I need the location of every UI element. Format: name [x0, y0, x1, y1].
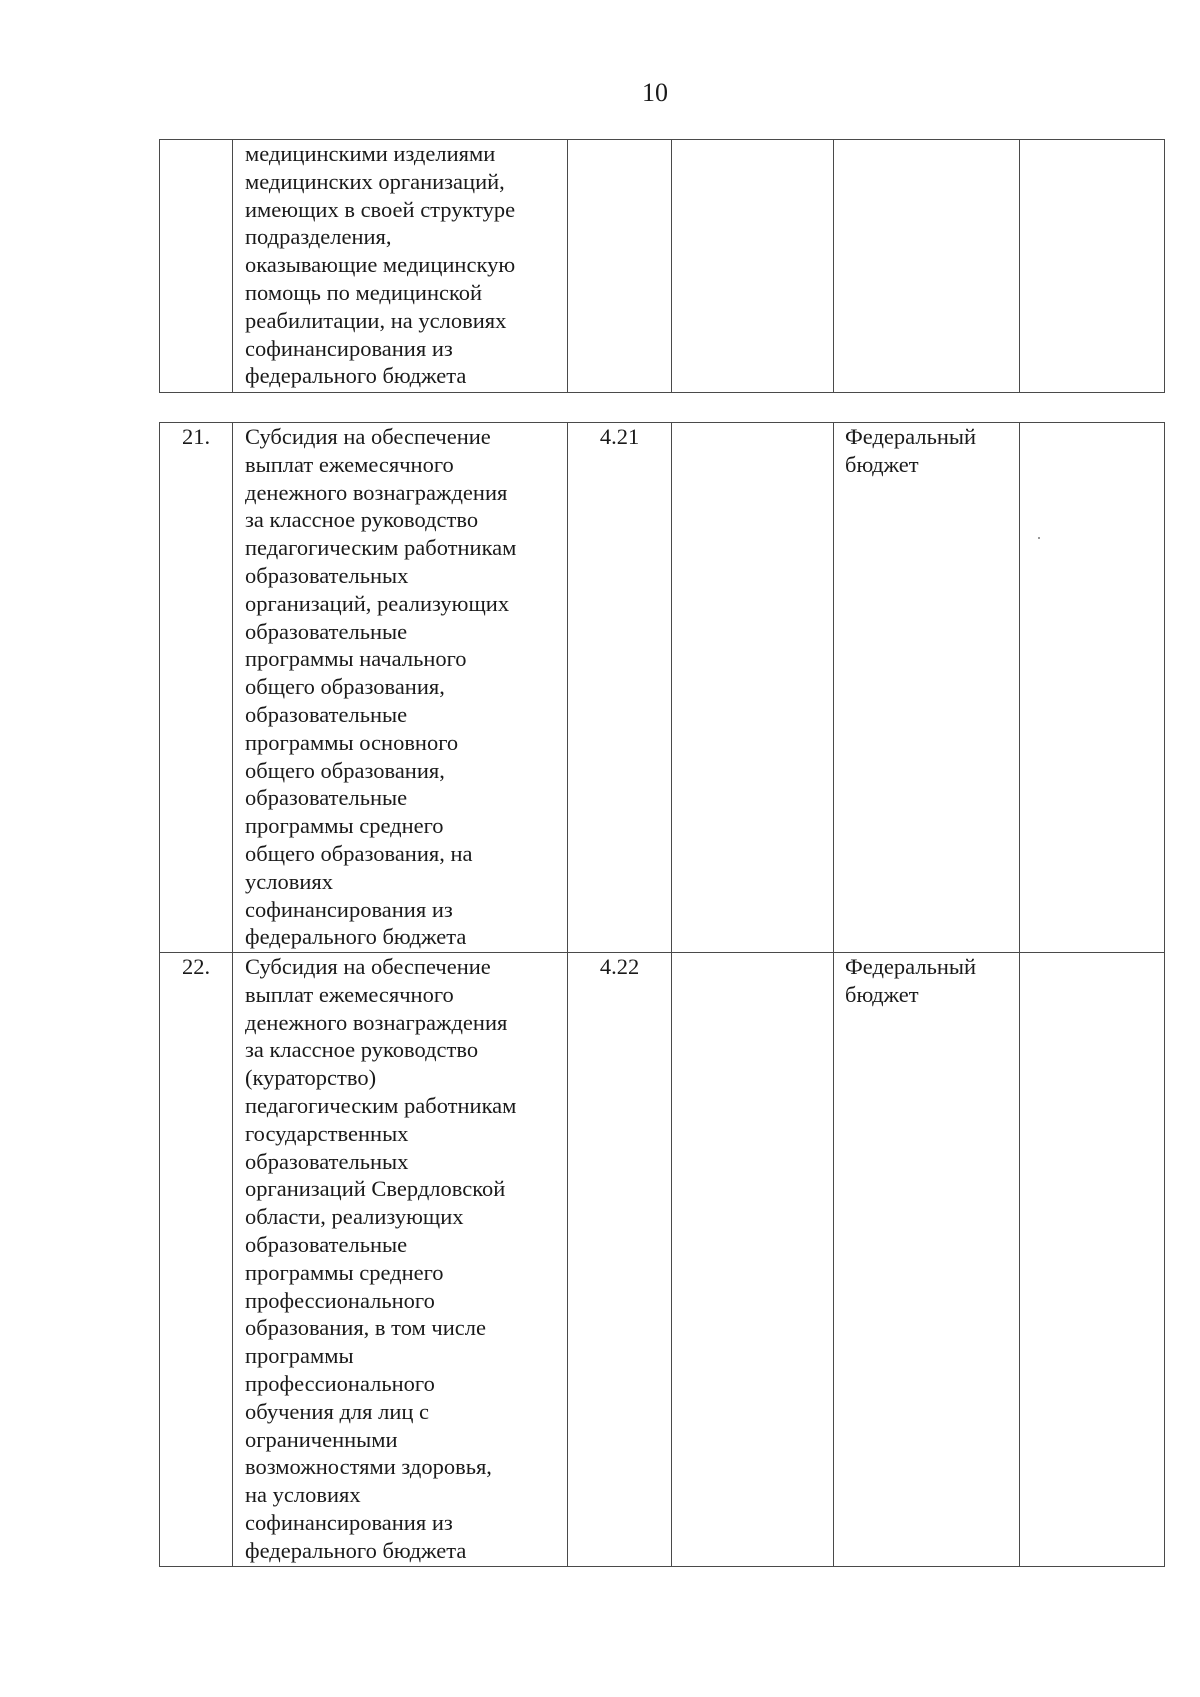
empty-cell: [1020, 953, 1165, 1567]
row-code-cell: [568, 423, 672, 953]
row-description: Субсидия на обеспечение выплат ежемесячного денежного вознаграждения за классное руководство (кураторство) педагогическим работникам государственных образовательных организаций Свердловской области, реализующих образовательные программы среднего профессионального образования, в том числе программы профессионального обучения для лиц с ограниченными возможностями здоровья, на условиях софинансирования из федерального бюджета: [245, 954, 517, 1563]
table-row: [160, 953, 1165, 1567]
scan-speck: [1038, 537, 1040, 539]
row-number: 21.: [181, 424, 211, 449]
row-source-cell: [834, 423, 1020, 953]
row-number-cell: [160, 423, 233, 953]
row-code: 4.22: [599, 954, 640, 979]
row-description: медицинскими изделиями медицинских организаций, имеющих в своей структуре подразделения, оказывающие медицинскую помощь по медицинской реабилитации, на условиях софинансирования из федерального бюджета: [245, 141, 516, 389]
subsidy-table: [159, 422, 1165, 1567]
table-row: [160, 140, 1165, 393]
row-description-cell: [233, 423, 568, 953]
page-number: 10: [642, 78, 668, 107]
continuation-table: [159, 139, 1165, 393]
row-code: 4.21: [599, 424, 640, 449]
row-description-cell: [233, 953, 568, 1567]
row-number-cell: [160, 953, 233, 1567]
row-description-cell: [233, 140, 568, 393]
empty-cell: [672, 140, 834, 393]
row-source: Федеральный бюджет: [845, 424, 977, 477]
empty-cell: [1020, 140, 1165, 393]
row-code-cell: [568, 953, 672, 1567]
row-code-cell: [568, 140, 672, 393]
row-source: Федеральный бюджет: [845, 954, 977, 1007]
empty-cell: [672, 953, 834, 1567]
row-source-cell: [834, 953, 1020, 1567]
row-number-cell: [160, 140, 233, 393]
row-source-cell: [834, 140, 1020, 393]
empty-cell: [672, 423, 834, 953]
table-row: [160, 423, 1165, 953]
empty-cell: [1020, 423, 1165, 953]
row-number: 22.: [181, 954, 211, 979]
row-description: Субсидия на обеспечение выплат ежемесячного денежного вознаграждения за классное руководство педагогическим работникам образовательных организаций, реализующих образовательные программы начального общего образования, образовательные программы основного общего образования, образовательные программы среднего общего образования, на условиях софинансирования из федерального бюджета: [245, 424, 517, 950]
